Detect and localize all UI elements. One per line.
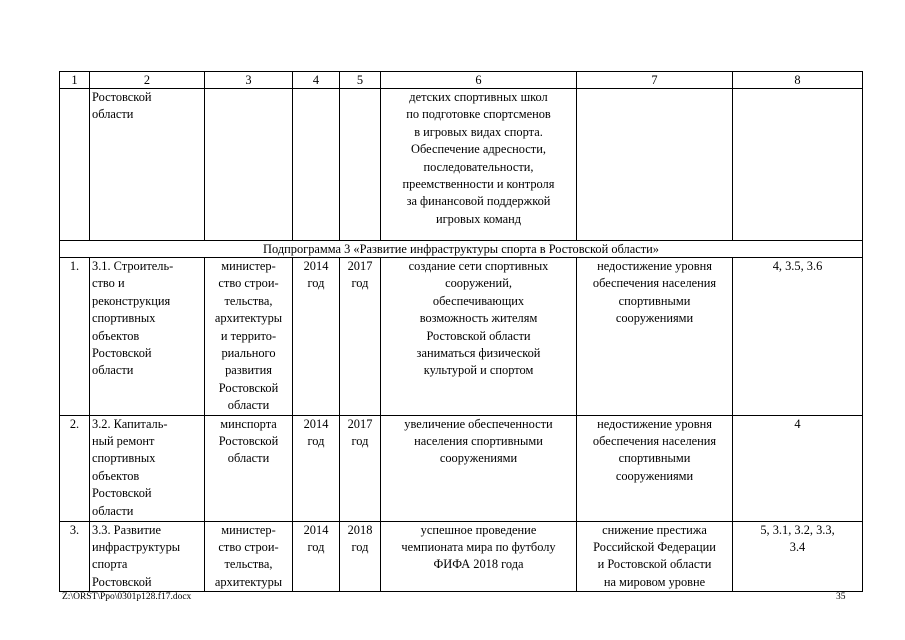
- text-line: 3.3. Развитие: [92, 522, 161, 537]
- cell-result: [381, 415, 577, 521]
- text-line: сооружений,: [445, 276, 512, 291]
- text-line: Ростовской: [92, 486, 152, 501]
- text-line: Ростовской: [92, 346, 152, 361]
- text-line: год: [351, 276, 369, 291]
- text-line: 2014: [303, 416, 329, 431]
- text-line: обеспечения населения: [592, 276, 717, 291]
- text-line: тельства,: [224, 557, 273, 572]
- text-line: на мировом уровне: [603, 574, 706, 589]
- text-line: за финансовой поддержкой: [406, 194, 551, 209]
- text-line: год: [351, 434, 369, 449]
- text-line: по подготовке спортсменов: [406, 107, 551, 122]
- text-line: Обеспечение адресности,: [411, 142, 546, 157]
- text-line: сооружениями: [439, 451, 518, 466]
- text-line: области: [227, 398, 270, 413]
- table-row: [60, 258, 863, 416]
- text-line: объектов: [92, 328, 140, 343]
- text-line: спорта: [92, 557, 128, 572]
- text-line: 4, 3.5, 3.6: [772, 259, 823, 273]
- activities-table: [59, 71, 863, 592]
- text-line: спортивными: [618, 451, 691, 466]
- text-line: культурой и спортом: [423, 363, 534, 378]
- cell-num: 2.: [60, 415, 90, 521]
- header-cell: 8: [733, 72, 863, 89]
- text-line: ство строи-: [218, 540, 279, 555]
- text-line: недостижение уровня: [597, 259, 712, 273]
- text-line: 3.4: [789, 540, 806, 555]
- text-line: игровых команд: [435, 211, 522, 226]
- text-line: 2017: [347, 259, 373, 273]
- text-line: архитектуры: [214, 574, 283, 589]
- cell-start: [293, 521, 340, 592]
- table-row: [60, 521, 863, 592]
- text-line: недостижение уровня: [597, 416, 712, 431]
- header-cell: 5: [340, 72, 381, 89]
- text-line: ство и: [92, 276, 125, 291]
- cell-result: [381, 89, 577, 241]
- header-cell: 7: [577, 72, 733, 89]
- cell-link: [733, 258, 863, 416]
- text-line: заниматься физической: [416, 346, 541, 361]
- text-line: 4: [794, 416, 801, 431]
- text-line: области: [92, 363, 134, 378]
- text-line: ный ремонт: [92, 434, 155, 449]
- text-line: сооружениями: [615, 468, 694, 483]
- text-line: министер-: [221, 259, 276, 273]
- text-line: Ростовской: [218, 434, 279, 449]
- text-line: минспорта: [220, 416, 277, 431]
- text-line: преемственности и контроля: [402, 177, 555, 192]
- text-line: области: [92, 503, 134, 518]
- text-line: 2017: [347, 416, 373, 431]
- text-line: спортивных: [92, 451, 156, 466]
- text-line: снижение престижа: [602, 522, 707, 537]
- text-line: чемпионата мира по футболу: [401, 540, 556, 555]
- subprogram-title: Подпрограмма 3 «Развитие инфраструктуры спорта в Ростовской области»: [60, 241, 863, 258]
- text-line: развития: [225, 363, 272, 378]
- text-line: реконструкция: [92, 293, 171, 308]
- cell-executor: [205, 415, 293, 521]
- cell-link: [733, 415, 863, 521]
- text-line: создание сети спортивных: [408, 259, 549, 273]
- text-line: Российской Федерации: [593, 540, 716, 555]
- text-line: спортивных: [92, 311, 156, 326]
- continuation-row: [60, 89, 863, 241]
- cell-start: [293, 258, 340, 416]
- footer-page-number: 35: [836, 592, 846, 602]
- text-line: в игровых видах спорта.: [414, 124, 543, 139]
- cell-name: [90, 521, 205, 592]
- text-line: ство строи-: [218, 276, 279, 291]
- cell-consequence: [577, 258, 733, 416]
- text-line: обеспечивающих: [432, 293, 525, 308]
- cell-name: [90, 258, 205, 416]
- cell-num: 3.: [60, 521, 90, 592]
- cell-executor: [205, 258, 293, 416]
- cell-name: [90, 89, 205, 241]
- footer-file-path: Z:\ORST\Ppo\0301p128.f17.docx: [62, 592, 192, 602]
- cell-executor: [205, 89, 293, 241]
- table-header-row: [60, 72, 863, 89]
- cell-start: [293, 89, 340, 241]
- text-line: возможность жителям: [419, 311, 538, 326]
- cell-link: [733, 521, 863, 592]
- text-line: спортивными: [618, 293, 691, 308]
- text-line: и Ростовской области: [597, 557, 712, 572]
- text-line: министер-: [221, 522, 276, 537]
- text-line: последовательности,: [423, 159, 534, 174]
- cell-start: [293, 415, 340, 521]
- text-line: успешное проведение: [420, 522, 537, 537]
- text-line: Ростовской области: [426, 328, 531, 343]
- text-line: архитектуры: [214, 311, 283, 326]
- cell-end: [340, 521, 381, 592]
- header-cell: 2: [90, 72, 205, 89]
- cell-result: [381, 258, 577, 416]
- text-line: риального: [221, 346, 276, 361]
- table-row: [60, 415, 863, 521]
- header-cell: 6: [381, 72, 577, 89]
- text-line: тельства,: [224, 293, 273, 308]
- cell-end: [340, 89, 381, 241]
- text-line: детских спортивных школ: [409, 90, 548, 104]
- text-line: и террито-: [220, 328, 277, 343]
- cell-consequence: [577, 89, 733, 241]
- cell-consequence: [577, 521, 733, 592]
- header-cell: 1: [60, 72, 90, 89]
- text-line: увеличение обеспеченности: [404, 416, 553, 431]
- text-line: населения спортивными: [414, 434, 543, 449]
- cell-num: [60, 89, 90, 241]
- text-line: 3.2. Капиталь-: [92, 416, 168, 431]
- text-line: ФИФА 2018 года: [433, 557, 524, 572]
- text-line: инфраструктуры: [92, 540, 181, 555]
- text-line: 5, 3.1, 3.2, 3.3,: [760, 522, 835, 537]
- subprogram-row: [60, 241, 863, 258]
- text-line: год: [307, 276, 325, 291]
- text-line: год: [307, 540, 325, 555]
- header-cell: 4: [293, 72, 340, 89]
- text-line: Ростовской: [92, 90, 152, 104]
- cell-result: [381, 521, 577, 592]
- cell-end: [340, 415, 381, 521]
- text-line: 2018: [347, 522, 373, 537]
- cell-name: [90, 415, 205, 521]
- text-line: 2014: [303, 522, 329, 537]
- text-line: объектов: [92, 468, 140, 483]
- cell-end: [340, 258, 381, 416]
- text-line: 2014: [303, 259, 329, 273]
- text-line: год: [307, 434, 325, 449]
- text-line: сооружениями: [615, 311, 694, 326]
- cell-num: 1.: [60, 258, 90, 416]
- text-line: 3.1. Строитель-: [92, 259, 174, 273]
- text-line: год: [351, 540, 369, 555]
- header-cell: 3: [205, 72, 293, 89]
- text-line: Ростовской: [218, 380, 279, 395]
- cell-link: [733, 89, 863, 241]
- text-line: области: [92, 107, 134, 122]
- text-line: Ростовской: [92, 574, 152, 589]
- cell-executor: [205, 521, 293, 592]
- text-line: обеспечения населения: [592, 434, 717, 449]
- text-line: области: [227, 451, 270, 466]
- cell-consequence: [577, 415, 733, 521]
